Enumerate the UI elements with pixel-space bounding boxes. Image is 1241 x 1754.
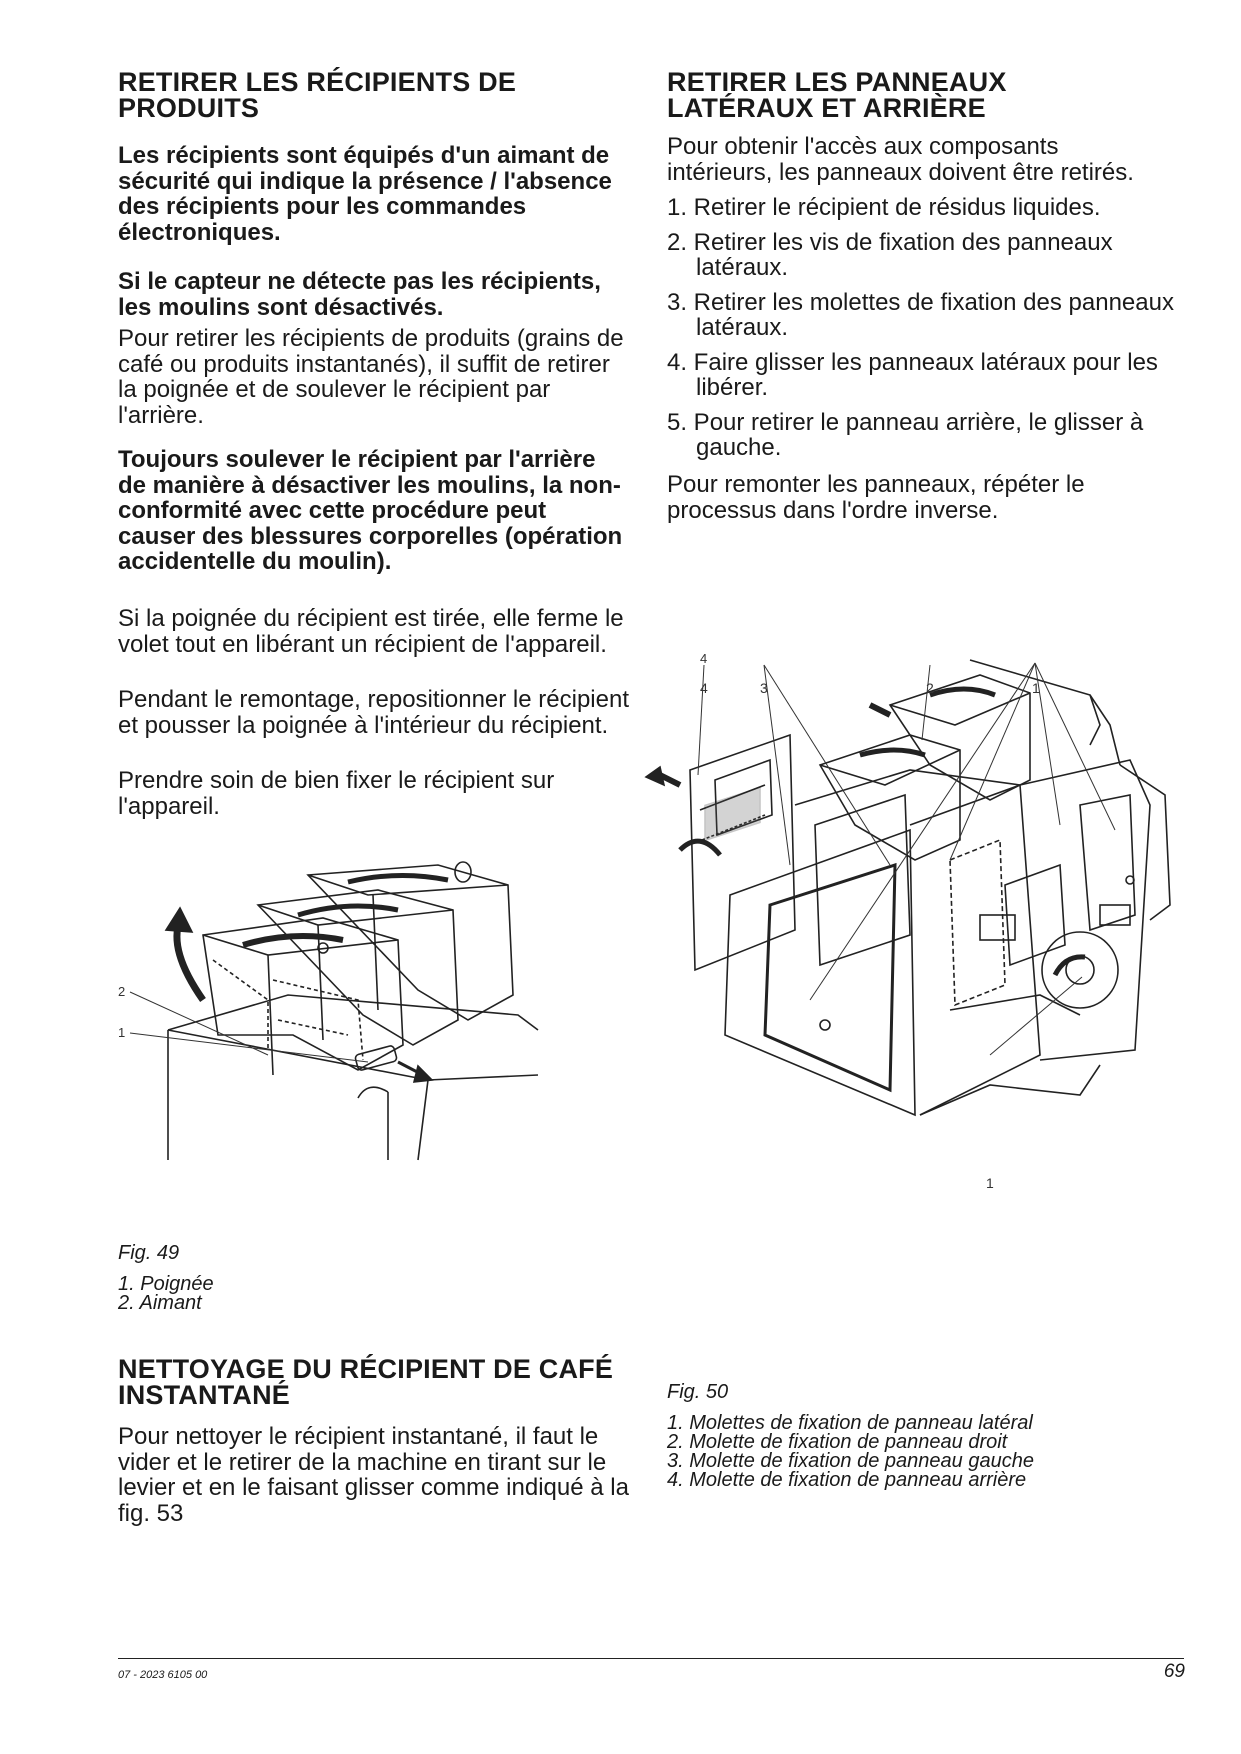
figure-49-legend — [118, 1275, 214, 1313]
containers-drawing — [118, 830, 538, 1160]
legend-item: 1. Molettes de fixation de panneau latéral — [667, 1412, 1033, 1434]
legend-item: 2. Molette de fixation de panneau droit — [667, 1431, 1008, 1453]
paragraph-reassembly: Pendant le remontage, repositionner le récipient et pousser la poignée à l'intérieur du récipient. — [118, 686, 629, 739]
panels-drawing — [660, 651, 1190, 1195]
fig50-callout-4: 4 — [700, 680, 708, 696]
step-item: 1. Retirer le récipient de résidus liquides. — [667, 194, 1101, 221]
paragraph-clean-instant: Pour nettoyer le récipient instantané, il faut le vider et le retirer de la machine en tirant sur le levier et en le faisant glisser comme indiqué à la fig. 53 — [118, 1423, 629, 1527]
legend-item: 3. Molette de fixation de panneau gauche — [667, 1450, 1034, 1472]
paragraph-handle-pulled: Si la poignée du récipient est tirée, elle ferme le volet tout en libérant un récipient de l'appareil. — [118, 605, 624, 658]
panel-removal-steps — [667, 195, 1182, 470]
legend-item: 1. Poignée — [118, 1273, 214, 1295]
warning-magnet: Les récipients sont équipés d'un aimant de sécurité qui indique la présence / l'absence des récipients pour les commandes électroniques. — [118, 142, 612, 246]
figure-49-caption: Fig. 49 — [118, 1242, 180, 1264]
callout-4: 4 — [700, 651, 708, 666]
figure-50-legend — [667, 1414, 1034, 1490]
step-item: 4. Faire glisser les panneaux latéraux pour les libérer. — [667, 348, 1158, 401]
paragraph-panels-intro: Pour obtenir l'accès aux composants intérieurs, les panneaux doivent être retirés. — [667, 133, 1134, 186]
callout-1: 1 — [118, 1025, 126, 1040]
fig50-callout-2: 2 — [926, 680, 934, 696]
figure-50-illustration — [660, 651, 1190, 1195]
paragraph-panels-outro: Pour remonter les panneaux, répéter le processus dans l'ordre inverse. — [667, 471, 1085, 524]
fig50-callout-1-top: 1 — [1032, 680, 1040, 696]
warning-sensor: Si le capteur ne détecte pas les récipients, les moulins sont désactivés. — [118, 268, 601, 321]
paragraph-fix-container: Prendre soin de bien fixer le récipient sur l'appareil. — [118, 767, 555, 820]
legend-item: 2. Aimant — [118, 1292, 202, 1314]
callout-2: 2 — [118, 984, 126, 999]
section-title-remove-containers: RETIRER LES RÉCIPIENTS DE PRODUITS — [118, 67, 517, 123]
step-item: 5. Pour retirer le panneau arrière, le glisser à gauche. — [667, 408, 1144, 461]
step-item: 3. Retirer les molettes de fixation des panneaux latéraux. — [667, 288, 1174, 341]
fig50-callout-1-bottom: 1 — [986, 1175, 994, 1191]
footer-divider — [118, 1658, 1184, 1659]
document-reference: 07 - 2023 6105 00 — [118, 1669, 208, 1681]
step-item: 2. Retirer les vis de fixation des panneaux latéraux. — [667, 228, 1113, 281]
fig50-callout-3: 3 — [760, 680, 768, 696]
paragraph-remove-procedure: Pour retirer les récipients de produits (grains de café ou produits instantanés), il suffit de retirer la poignée et de soulever le récipient par l'arrière. — [118, 325, 624, 429]
legend-item: 4. Molette de fixation de panneau arrière — [667, 1469, 1027, 1491]
page-number: 69 — [1163, 1661, 1185, 1682]
figure-49-illustration — [118, 830, 538, 1160]
section-title-remove-panels: RETIRER LES PANNEAUX LATÉRAUX ET ARRIÈRE — [667, 67, 1007, 123]
warning-lift-rear: Toujours soulever le récipient par l'arrière de manière à désactiver les moulins, la non-conformité avec cette procédure peut causer des blessures corporelles (opération accidentelle du moulin). — [118, 446, 623, 575]
figure-50-caption: Fig. 50 — [667, 1381, 729, 1403]
section-title-clean-instant: NETTOYAGE DU RÉCIPIENT DE CAFÉ INSTANTANÉ — [118, 1354, 614, 1410]
